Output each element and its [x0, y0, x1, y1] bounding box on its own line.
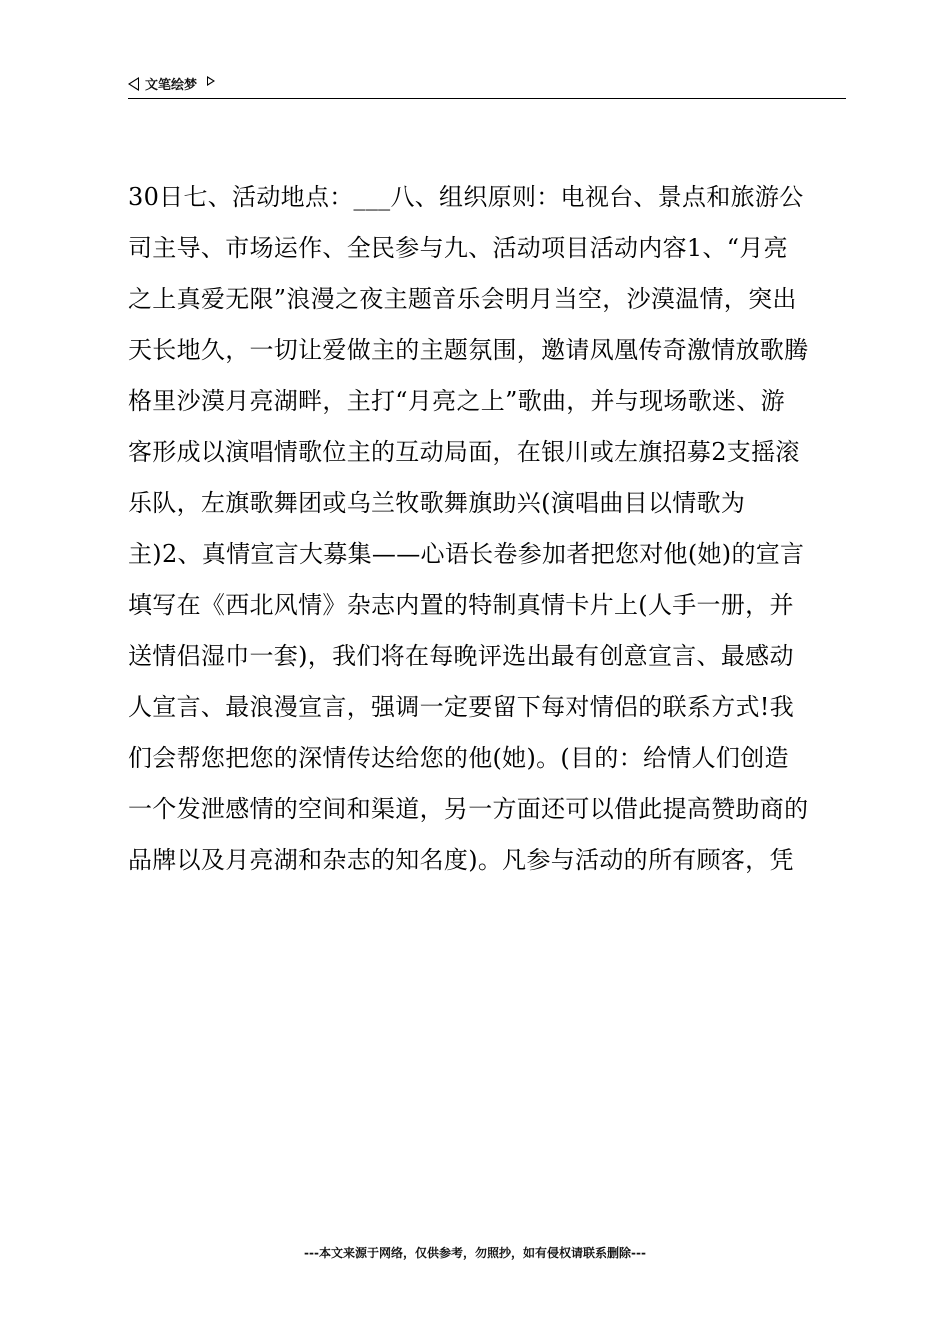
header-brand	[128, 74, 215, 93]
body-line: 品牌以及月亮湖和杂志的知名度)。凡参与活动的所有顾客，凭	[128, 846, 794, 874]
header-title: 文笔绘梦	[145, 78, 198, 93]
body-line: 之上真爱无限”浪漫之夜主题音乐会明月当空，沙漠温情，突出	[128, 285, 797, 313]
triangle-left-icon	[128, 77, 139, 91]
body-line: 送情侣湿巾一套)，我们将在每晚评选出最有创意宣言、最感动	[128, 642, 794, 670]
body-line: 30日七、活动地点：___八、组织原则：电视台、景点和旅游公	[128, 183, 804, 211]
document-body	[128, 172, 846, 886]
page-header	[128, 72, 846, 99]
body-line: 司主导、市场运作、全民参与九、活动项目活动内容1、“月亮	[128, 234, 788, 262]
body-line: 乐队，左旗歌舞团或乌兰牧歌舞旗助兴(演唱曲目以情歌为	[128, 489, 746, 517]
body-line: 一个发泄感情的空间和渠道，另一方面还可以借此提高赞助商的	[128, 795, 809, 823]
body-line: 人宣言、最浪漫宣言，强调一定要留下每对情侣的联系方式!我	[128, 693, 795, 721]
body-line: 主)2、真情宣言大募集——心语长卷参加者把您对他(她)的宣言	[128, 540, 805, 568]
body-line: 客形成以演唱情歌位主的互动局面，在银川或左旗招募2支摇滚	[128, 438, 800, 466]
body-line: 天长地久，一切让爱做主的主题氛围，邀请凤凰传奇激情放歌腾	[128, 336, 809, 364]
body-line: 们会帮您把您的深情传达给您的他(她)。(目的：给情人们创造	[128, 744, 789, 772]
body-line: 格里沙漠月亮湖畔，主打“月亮之上”歌曲，并与现场歌迷、游	[128, 387, 785, 415]
page-footer: ---本文来源于网络，仅供参考，勿照抄，如有侵权请联系删除---	[304, 1246, 646, 1260]
body-line: 填写在《西北风情》杂志内置的特制真情卡片上(人手一册，并	[128, 591, 794, 619]
triangle-right-icon	[207, 76, 215, 86]
